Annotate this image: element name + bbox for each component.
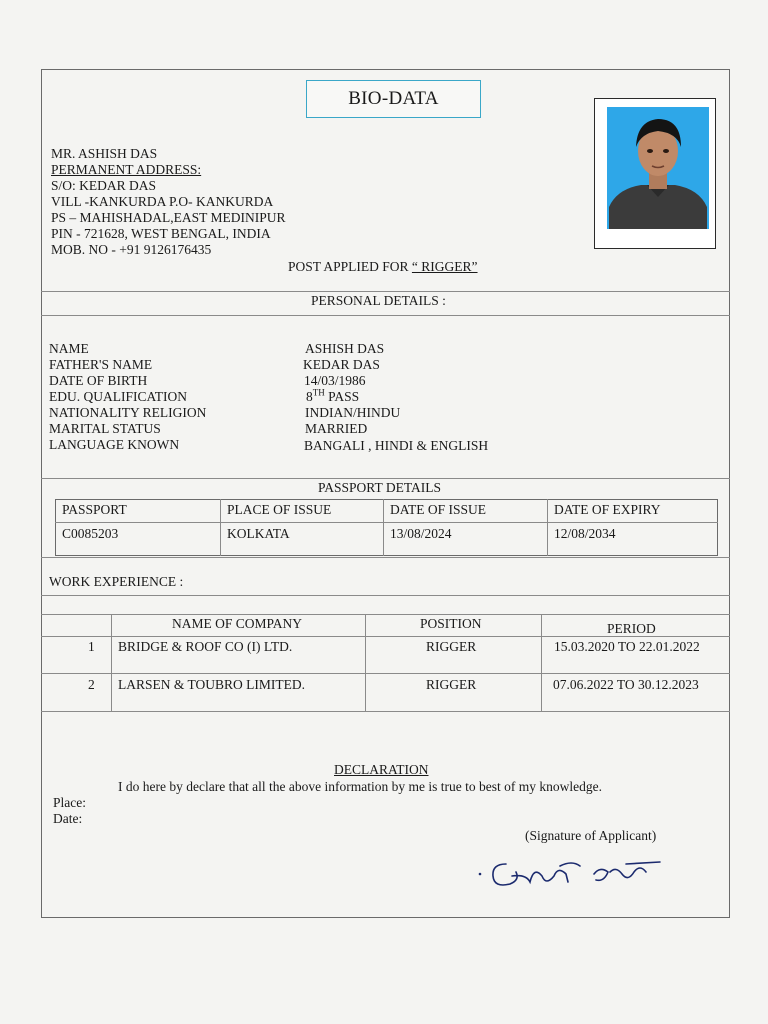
applicant-name: MR. ASHISH DAS — [51, 146, 158, 161]
label-fathers-name: FATHER'S NAME — [49, 357, 153, 372]
divider — [41, 595, 730, 596]
work-row-2-company: LARSEN & TOUBRO LIMITED. — [118, 677, 306, 692]
value-language-known: BANGALI , HINDI & ENGLISH — [304, 438, 489, 453]
work-row-1-period: 15.03.2020 TO 22.01.2022 — [554, 639, 700, 654]
address-line-4: PIN - 721628, WEST BENGAL, INDIA — [51, 226, 271, 241]
document-title — [306, 80, 481, 118]
passport-header-expiry-date: DATE OF EXPIRY — [554, 502, 661, 517]
passport-header-issue-date: DATE OF ISSUE — [390, 502, 487, 517]
label-name: NAME — [49, 341, 89, 356]
label-nationality-religion: NATIONALITY RELIGION — [49, 405, 207, 420]
value-marital-status: MARRIED — [305, 421, 368, 436]
work-header-position: POSITION — [420, 616, 482, 631]
title-text: BIO-DATA — [348, 88, 439, 109]
passport-number: C0085203 — [62, 526, 119, 541]
passport-date-of-expiry: 12/08/2034 — [554, 526, 616, 541]
work-row-1-company: BRIDGE & ROOF CO (I) LTD. — [118, 639, 293, 654]
edu-number: 8 — [306, 389, 313, 404]
work-table-top — [41, 614, 730, 615]
work-row-1-position: RIGGER — [426, 639, 477, 654]
passport-date-of-issue: 13/08/2024 — [390, 526, 452, 541]
signature-label: (Signature of Applicant) — [525, 828, 657, 843]
date-label: Date: — [53, 811, 83, 826]
personal-details-heading: PERSONAL DETAILS : — [311, 293, 446, 308]
edu-suffix: PASS — [324, 389, 360, 404]
divider — [41, 291, 730, 292]
applicant-photo-frame — [594, 98, 716, 249]
post-applied — [288, 259, 478, 276]
label-date-of-birth: DATE OF BIRTH — [49, 373, 148, 388]
value-date-of-birth: 14/03/1986 — [304, 373, 366, 388]
applicant-photo — [607, 107, 709, 229]
divider — [41, 315, 730, 316]
label-edu-qualification: EDU. QUALIFICATION — [49, 389, 187, 404]
place-label: Place: — [53, 795, 86, 810]
declaration-heading: DECLARATION — [334, 762, 429, 777]
address-line-2: VILL -KANKURDA P.O- KANKURDA — [51, 194, 274, 209]
passport-col-divider — [383, 499, 384, 556]
divider — [41, 557, 730, 558]
post-applied-value: “ RIGGER” — [411, 259, 478, 274]
address-line-3: PS – MAHISHADAL,EAST MEDINIPUR — [51, 210, 286, 225]
edu-superscript: TH — [312, 387, 325, 398]
work-col-divider — [365, 614, 366, 711]
address-line-1: S/O: KEDAR DAS — [51, 178, 157, 193]
passport-header-place: PLACE OF ISSUE — [227, 502, 332, 517]
passport-col-divider — [547, 499, 548, 556]
applicant-portrait-image — [607, 107, 709, 229]
work-row-1-number: 1 — [88, 639, 95, 654]
label-language-known: LANGUAGE KNOWN — [49, 437, 180, 452]
work-header-company: NAME OF COMPANY — [172, 616, 303, 631]
value-nationality-religion: INDIAN/HINDU — [305, 405, 401, 420]
work-col-divider — [541, 614, 542, 711]
work-col-divider — [111, 614, 112, 711]
value-edu-qualification — [306, 389, 359, 406]
passport-details-heading: PASSPORT DETAILS — [318, 480, 442, 495]
post-applied-label: POST APPLIED FOR — [288, 259, 412, 274]
work-experience-heading: WORK EXPERIENCE : — [49, 574, 184, 589]
applicant-signature — [476, 852, 666, 898]
label-marital-status: MARITAL STATUS — [49, 421, 161, 436]
mobile-number: MOB. NO - +91 9126176435 — [51, 242, 212, 257]
divider — [41, 478, 730, 479]
permanent-address-label: PERMANENT ADDRESS: — [51, 162, 202, 177]
value-name: ASHISH DAS — [305, 341, 385, 356]
declaration-text: I do here by declare that all the above information by me is true to best of my knowledge. — [118, 779, 602, 794]
passport-header-passport: PASSPORT — [62, 502, 127, 517]
work-table-bottom — [41, 711, 730, 712]
passport-place-of-issue: KOLKATA — [227, 526, 290, 541]
passport-col-divider — [220, 499, 221, 556]
work-row-2-position: RIGGER — [426, 677, 477, 692]
value-fathers-name: KEDAR DAS — [303, 357, 380, 372]
passport-table-row-divider — [55, 522, 718, 523]
work-row-2-period: 07.06.2022 TO 30.12.2023 — [553, 677, 699, 692]
work-table-row-divider — [41, 673, 730, 674]
work-row-2-number: 2 — [88, 677, 95, 692]
work-header-period: PERIOD — [607, 621, 656, 636]
